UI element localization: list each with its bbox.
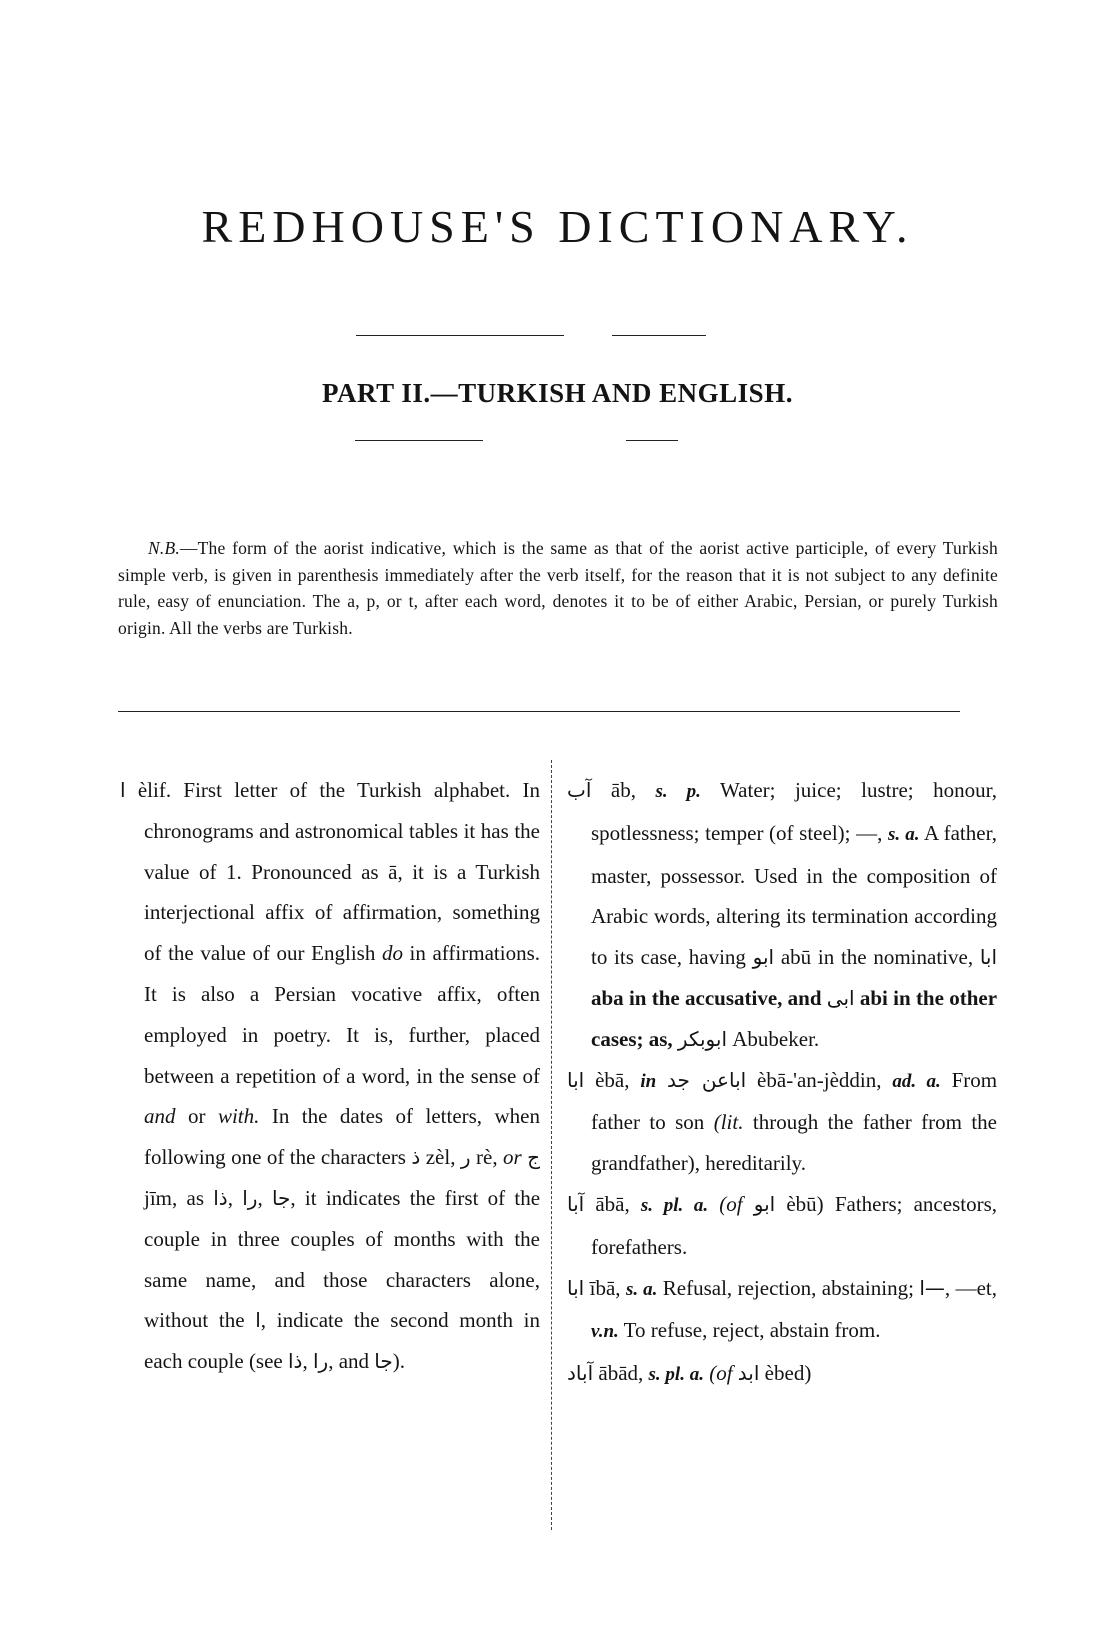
entry-text: abū in the nominative, [780, 945, 974, 970]
entry-arabic: آباد [567, 1361, 594, 1386]
entry-text: abi in the other cases; as, [591, 985, 998, 1051]
entry-pos: s. a. [887, 823, 920, 845]
entry-pos: s. pl. a. [640, 1194, 709, 1216]
subtitle-rule-right [626, 440, 678, 441]
left-column [120, 770, 540, 1382]
entry-headword: èlif. [137, 778, 172, 802]
section-rule [118, 711, 960, 712]
entry-text: Fathers; ancestors, forefathers. [591, 1191, 997, 1259]
entry-arabic: ا [255, 1308, 261, 1333]
title-rule-right [612, 335, 706, 336]
entry-text: in affirmations. It is also a Persian vocative affix, often employed in poetry. It is, further, placed between a repetition of a word, in the sense of [144, 941, 540, 1088]
entry-text: èbā-'an-jèddin, [757, 1067, 882, 1092]
entry-arabic: ابا [979, 945, 998, 970]
entry-text: or [187, 1104, 206, 1129]
entry-italic: and [144, 1104, 176, 1129]
entry-text: , —et, [944, 1275, 998, 1300]
entry-arabic: ا— [919, 1275, 945, 1300]
entry-text: aba in the accusative, and [591, 985, 822, 1010]
right-column [567, 770, 997, 1396]
note-text: —The form of the aorist indicative, which is the same as that of the aorist active participle, of every Turkish simple verb, is given in parenthesis immediately after the verb itself, for the reason that it is not subject to any definite rule, easy of enunciation. The a, p, or t, after each word, denotes it to be of either Arabic, Persian, or purely Turkish origin. All the verbs are Turkish. [118, 538, 998, 638]
entry-arabic: ابد [737, 1361, 760, 1386]
entry-text: zèl, [425, 1145, 456, 1170]
entry-arabic: را [312, 1349, 329, 1374]
entry-iba [567, 1268, 997, 1354]
entry-text: èbed) [764, 1361, 812, 1386]
entry-arabic: آبا [567, 1191, 585, 1216]
entry-text: ). [392, 1349, 405, 1374]
entry-arabic: ا [120, 778, 126, 802]
entry-arabic: آب [567, 778, 592, 802]
entry-text: Water; juice; lustre; honour, spotlessness; temper (of steel); —, [591, 778, 998, 845]
entry-ab [567, 770, 997, 1060]
entry-arabic: ر [460, 1145, 471, 1170]
entry-arabic: را [242, 1185, 258, 1210]
entry-italic: with. [217, 1104, 260, 1129]
entry-pos: ad. a. [892, 1070, 941, 1092]
entry-italic: (of [709, 1361, 733, 1386]
part-subtitle: PART II.—TURKISH AND ENGLISH. [322, 378, 793, 408]
entry-arabic: ذا [213, 1185, 228, 1210]
entry-pos: s. pl. a. [648, 1364, 704, 1386]
entry-elif: ا èlif. First letter of the Turkish alphabet. In chronograms and astronomical tables it has the value of 1. Pronounced as ā, it is a Turkish interjectional affix of affirmation, something of the value of our English do in affirmations. It is also a Persian vocative affix, often employed in poetry. It is, further, placed between a repetition of a word, in the sense of and or with. In the dates of letters, when following one of the characters ذ zèl, ر rè, or ج jīm, as ذا, را, جا, it indicates the first of the couple in three couples of months with the same name, and those characters alone, without the ا, indicate the second month in each couple (see ذا, را, and جا). [120, 778, 541, 1374]
entry-text: and [338, 1349, 370, 1374]
entry-arabic: اباعن جد [667, 1067, 747, 1092]
entry-text: To refuse, reject, abstain from. [623, 1318, 881, 1343]
entry-arabic: ابا [567, 1067, 585, 1092]
entry-arabic: ابا [567, 1275, 585, 1300]
entry-arabic: ابو [753, 1191, 776, 1216]
entry-headword: ābād, [598, 1361, 644, 1386]
note-label: N.B. [148, 538, 180, 558]
entry-arabic: ج [527, 1145, 541, 1170]
entry-text: through the father from the grandfather), hereditarily. [591, 1110, 997, 1176]
entry-text: Abubeker. [732, 1026, 820, 1051]
entry-arabic: جا [271, 1185, 291, 1210]
entry-text: In the dates of letters, when following one of the characters [144, 1104, 541, 1170]
title-rule-left [356, 335, 564, 336]
editorial-note [118, 535, 998, 641]
entry-text: From father to son [591, 1067, 998, 1135]
entry-italic: (of [719, 1191, 743, 1216]
entry-eba [567, 1060, 997, 1184]
entry-headword: ābā, [595, 1191, 630, 1216]
entry-arabic: ابى [826, 985, 855, 1010]
entry-pos: in [640, 1070, 657, 1092]
entry-text: A father, master, possessor. Used in the composition of Arabic words, altering its termination according to its case, having [591, 820, 997, 970]
entry-arabic: ابو [752, 945, 775, 970]
entry-text: Refusal, rejection, abstaining; [662, 1275, 914, 1300]
entry-arabic: جا [374, 1349, 393, 1374]
entry-pos: s. p. [655, 781, 701, 802]
entry-italic: do [381, 941, 403, 966]
entry-text: First letter of the Turkish alphabet. In chronograms and astronomical tables it has the value of 1. Pronounced as ā, it is a Turkish interjectional affix of affirmation, something of the value of our English [144, 778, 541, 966]
entry-italic: or [503, 1145, 522, 1170]
entry-headword: èbā, [595, 1067, 630, 1092]
entry-text: jīm, as [144, 1185, 204, 1210]
entry-pos: s. a. [626, 1278, 658, 1300]
entry-italic: (lit. [713, 1110, 744, 1135]
subtitle-rule-left [355, 440, 483, 441]
column-divider [551, 760, 552, 1530]
entry-headword: ībā, [589, 1275, 621, 1300]
entry-arabic: ابوبكر [677, 1026, 728, 1051]
entry-text: rè, [476, 1145, 498, 1170]
entry-arabic: ذ [411, 1145, 421, 1170]
entry-arabic: ذا [288, 1349, 303, 1374]
page-title: REDHOUSE'S DICTIONARY. [201, 201, 914, 252]
entry-abad [567, 1353, 997, 1396]
entry-text: indicate the second month in each couple (see [144, 1308, 540, 1374]
entry-pos: v.n. [591, 1321, 619, 1343]
entry-aba [567, 1184, 997, 1268]
entry-text: it indicates the first of the couple in three couples of months with the same name, and those characters alone, without the [144, 1185, 541, 1333]
entry-headword: āb, [610, 778, 636, 802]
entry-text: èbū) [786, 1191, 824, 1216]
